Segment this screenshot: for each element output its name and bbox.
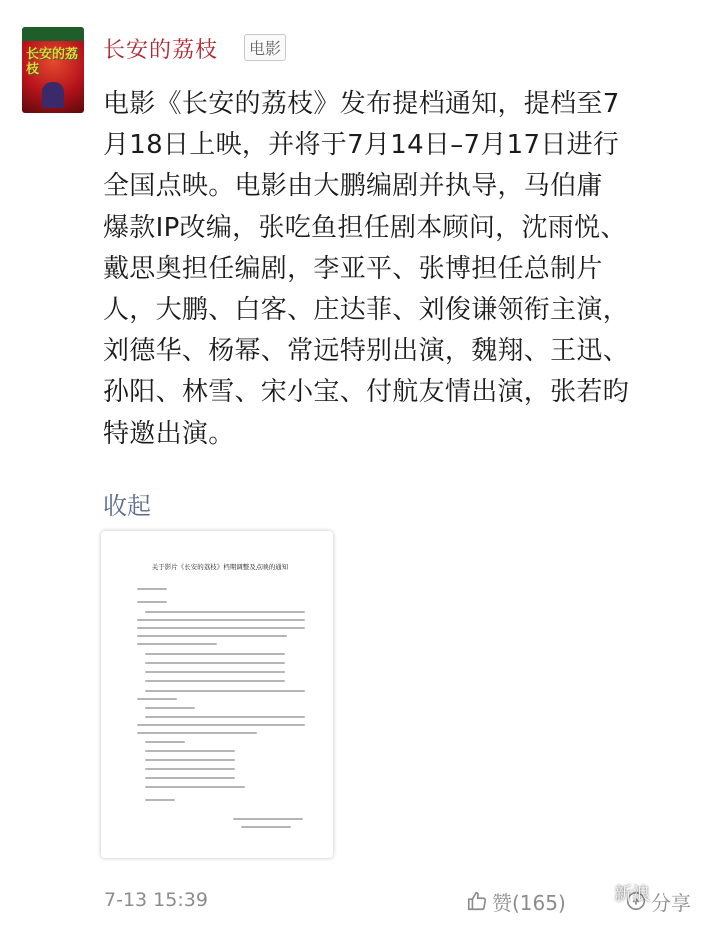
doc-text-line (145, 768, 235, 770)
doc-text-line (137, 627, 305, 629)
doc-text-line (145, 786, 245, 788)
doc-text-line (145, 653, 285, 655)
doc-text-line (137, 698, 177, 700)
doc-text-line (145, 741, 185, 743)
document-title: 关于影片《长安的荔枝》档期调整及点映的通知 (151, 563, 289, 571)
attached-document-image[interactable] (101, 531, 333, 858)
doc-text-line (233, 818, 303, 820)
post-line: 电影《长安的荔枝》发布提档通知，提档至7 (103, 89, 620, 119)
doc-text-line (145, 707, 195, 709)
post-line: 戴思奥担任编剧，李亚平、张博担任总制片 (103, 253, 603, 284)
doc-text-line (145, 716, 305, 718)
thumbs-up-icon (466, 890, 488, 912)
author-name[interactable]: 长安的荔枝 (103, 38, 219, 63)
doc-text-line (145, 680, 285, 682)
poster-top-band (22, 27, 84, 41)
like-button[interactable] (466, 886, 566, 916)
doc-text-line (137, 643, 217, 645)
doc-text-line (137, 619, 305, 621)
doc-text-line (137, 635, 287, 637)
doc-text-line (145, 611, 305, 613)
doc-text-line (137, 601, 167, 603)
post-content (103, 84, 693, 455)
poster-title: 长安的荔枝 (26, 47, 79, 77)
doc-text-line (145, 671, 285, 673)
category-tag: 电影 (244, 34, 286, 61)
post-line: 特邀出演。 (103, 418, 235, 449)
post-line: 爆款IP改编，张吃鱼担任剧本顾问，沈雨悦、 (103, 212, 627, 243)
doc-text-line (145, 759, 235, 761)
share-label: 分享 (651, 890, 691, 915)
post-line: 全国点映。电影由大鹏编剧并执导，马伯庸 (103, 171, 603, 202)
poster-figure (42, 82, 64, 108)
doc-text-line (145, 799, 175, 801)
author-avatar-poster[interactable] (22, 27, 84, 113)
doc-text-line (241, 826, 291, 828)
post-line: 孙阳、林雪、宋小宝、付航友情出演，张若昀 (103, 377, 630, 408)
doc-text-line (145, 690, 305, 692)
doc-text-line (137, 732, 257, 734)
doc-text-line (137, 588, 167, 590)
doc-text-line (145, 662, 285, 664)
watermark: 新浪 (614, 884, 650, 905)
doc-text-line (145, 750, 235, 752)
doc-text-line (145, 777, 235, 779)
post-line: 人，大鹏、白客、庄达菲、刘俊谦领衔主演， (103, 295, 630, 326)
post-line: 刘德华、杨幂、常远特别出演，魏翔、王迅、 (103, 336, 630, 367)
like-count-label: 赞(165) (492, 890, 566, 915)
post-timestamp: 7-13 15:39 (104, 889, 208, 911)
collapse-link[interactable]: 收起 (103, 492, 151, 520)
post-line: 月18日上映，并将于7月14日–7月17日进行 (103, 130, 620, 161)
doc-text-line (137, 724, 305, 726)
